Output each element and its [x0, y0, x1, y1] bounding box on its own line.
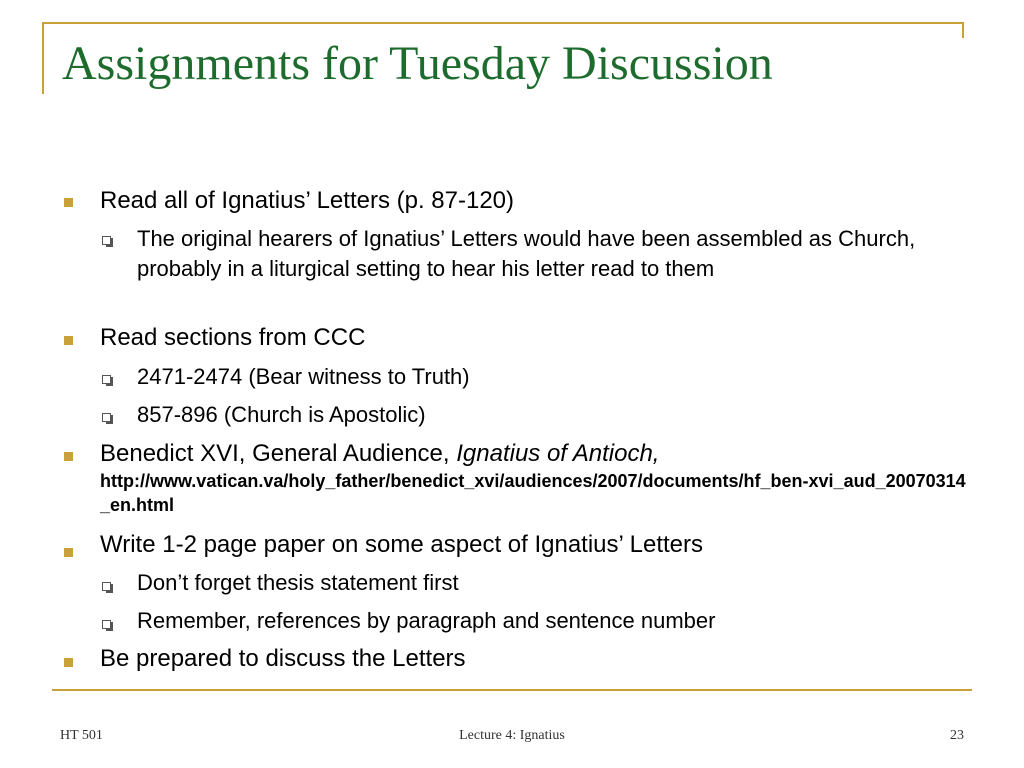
box-bullet-icon [102, 413, 111, 422]
box-bullet-icon [102, 582, 111, 591]
sub-bullet-item: The original hearers of Ignatius’ Letters would have been assembled as Church, probably in a liturgical setting to hear his letter read to them [137, 226, 916, 281]
frame-top-line [42, 22, 964, 24]
square-bullet-icon [64, 336, 73, 345]
footer-slide-number: 23 [950, 728, 964, 743]
sub-bullet-item: 857-896 (Church is Apostolic) [137, 402, 426, 427]
reference-link[interactable]: http://www.vatican.va/holy_father/benedict_xvi/audiences/2007/documents/hf_ben-xvi_aud_20070314_en.html [100, 471, 966, 515]
square-bullet-icon [64, 548, 73, 557]
bullet-item: Read sections from CCC [100, 324, 366, 351]
bullet-item-italic-title: Ignatius of Antioch, [456, 440, 660, 467]
box-bullet-icon [102, 236, 111, 245]
sub-bullet-item: Remember, references by paragraph and sentence number [137, 608, 716, 633]
bullet-item: Read all of Ignatius’ Letters (p. 87-120) [100, 187, 515, 214]
sub-bullet-item: 2471-2474 (Bear witness to Truth) [137, 364, 470, 389]
footer-course-code: HT 501 [60, 728, 103, 743]
box-bullet-icon [102, 620, 111, 629]
footer-divider-line [52, 689, 972, 691]
frame-left-line [42, 22, 44, 94]
square-bullet-icon [64, 452, 73, 461]
bullet-item: Be prepared to discuss the Letters [100, 645, 466, 672]
footer-lecture-title: Lecture 4: Ignatius [459, 728, 565, 743]
bullet-item-text: Benedict XVI, General Audience, [100, 440, 457, 467]
square-bullet-icon [64, 198, 73, 207]
slide-title: Assignments for Tuesday Discussion [62, 37, 773, 90]
bullet-item [100, 439, 980, 517]
frame-right-line [962, 22, 964, 38]
square-bullet-icon [64, 658, 73, 667]
box-bullet-icon [102, 375, 111, 384]
bullet-item: Write 1-2 page paper on some aspect of Ignatius’ Letters [100, 531, 704, 558]
sub-bullet-item: Don’t forget thesis statement first [137, 570, 459, 595]
